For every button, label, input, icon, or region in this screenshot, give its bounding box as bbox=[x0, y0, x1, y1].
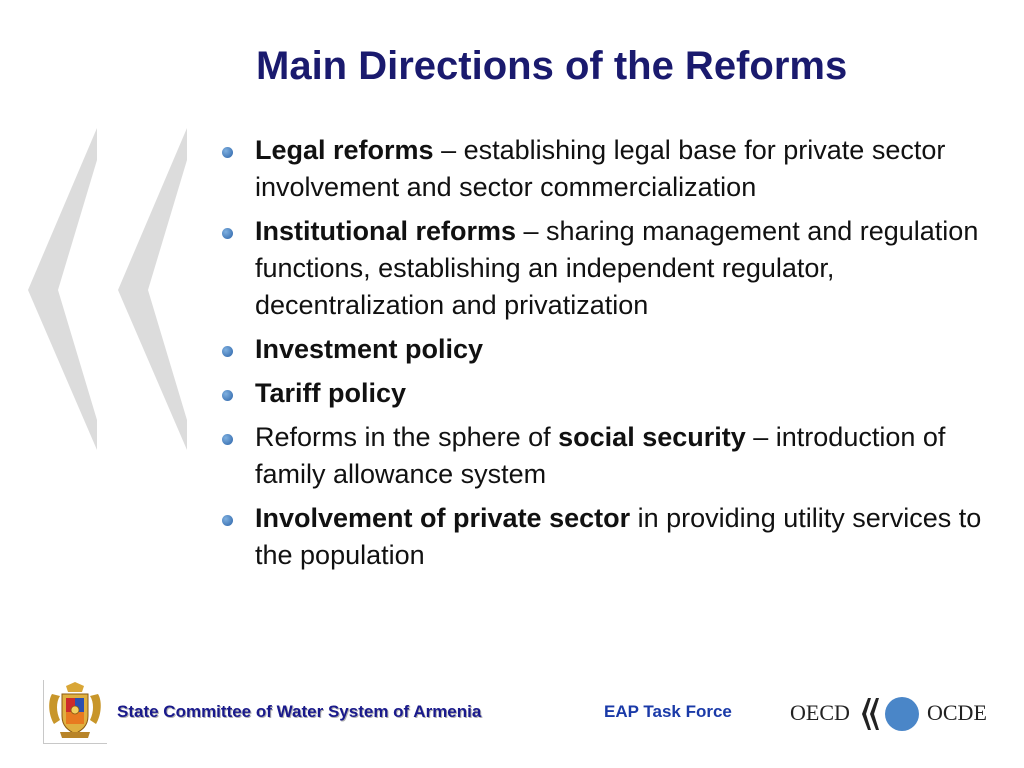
bullet-icon bbox=[222, 346, 233, 357]
list-item bbox=[212, 419, 982, 493]
bullet-icon bbox=[222, 147, 233, 158]
list-item bbox=[212, 500, 982, 574]
footer-organization: State Committee of Water System of Armenia bbox=[117, 702, 482, 721]
bullet-bold-text: Institutional reforms bbox=[255, 216, 517, 246]
bullet-icon bbox=[222, 515, 233, 526]
bullet-bold-text: Investment policy bbox=[255, 334, 484, 364]
bullet-bold-text: Legal reforms bbox=[255, 135, 434, 165]
ocde-text: OCDE bbox=[927, 700, 987, 725]
page-title: Main Directions of the Reforms bbox=[256, 44, 848, 88]
list-item bbox=[212, 375, 982, 412]
emblem-frame bbox=[43, 680, 107, 744]
bullet-icon bbox=[222, 434, 233, 445]
bullet-icon bbox=[222, 390, 233, 401]
bullet-list bbox=[212, 132, 982, 581]
bullet-text: – sharing management and regulation functions, establishing an independent regulator, decentralization and privatization bbox=[255, 216, 979, 320]
armenia-coat-of-arms-icon bbox=[44, 680, 106, 742]
bullet-bold-text: social security bbox=[558, 422, 746, 452]
footer-task-force: EAP Task Force bbox=[604, 702, 732, 721]
list-item bbox=[212, 132, 982, 206]
bullet-text: – establishing legal base for private sector involvement and sector commercialization bbox=[255, 135, 946, 202]
bullet-bold-text: Tariff policy bbox=[255, 378, 407, 408]
footer bbox=[0, 676, 1024, 756]
list-item bbox=[212, 213, 982, 324]
oecd-chevrons-icon bbox=[0, 0, 200, 460]
bullet-bold-text: Involvement of private sector bbox=[255, 503, 631, 533]
list-item bbox=[212, 331, 982, 368]
bullet-text: Reforms in the sphere of bbox=[255, 422, 559, 452]
oecd-logo-icon bbox=[860, 694, 924, 734]
bullet-icon bbox=[222, 228, 233, 239]
oecd-text: OECD bbox=[790, 700, 850, 725]
bullet-text: – introduction of family allowance system bbox=[255, 422, 946, 489]
bullet-text: in providing utility services to the population bbox=[255, 503, 982, 570]
